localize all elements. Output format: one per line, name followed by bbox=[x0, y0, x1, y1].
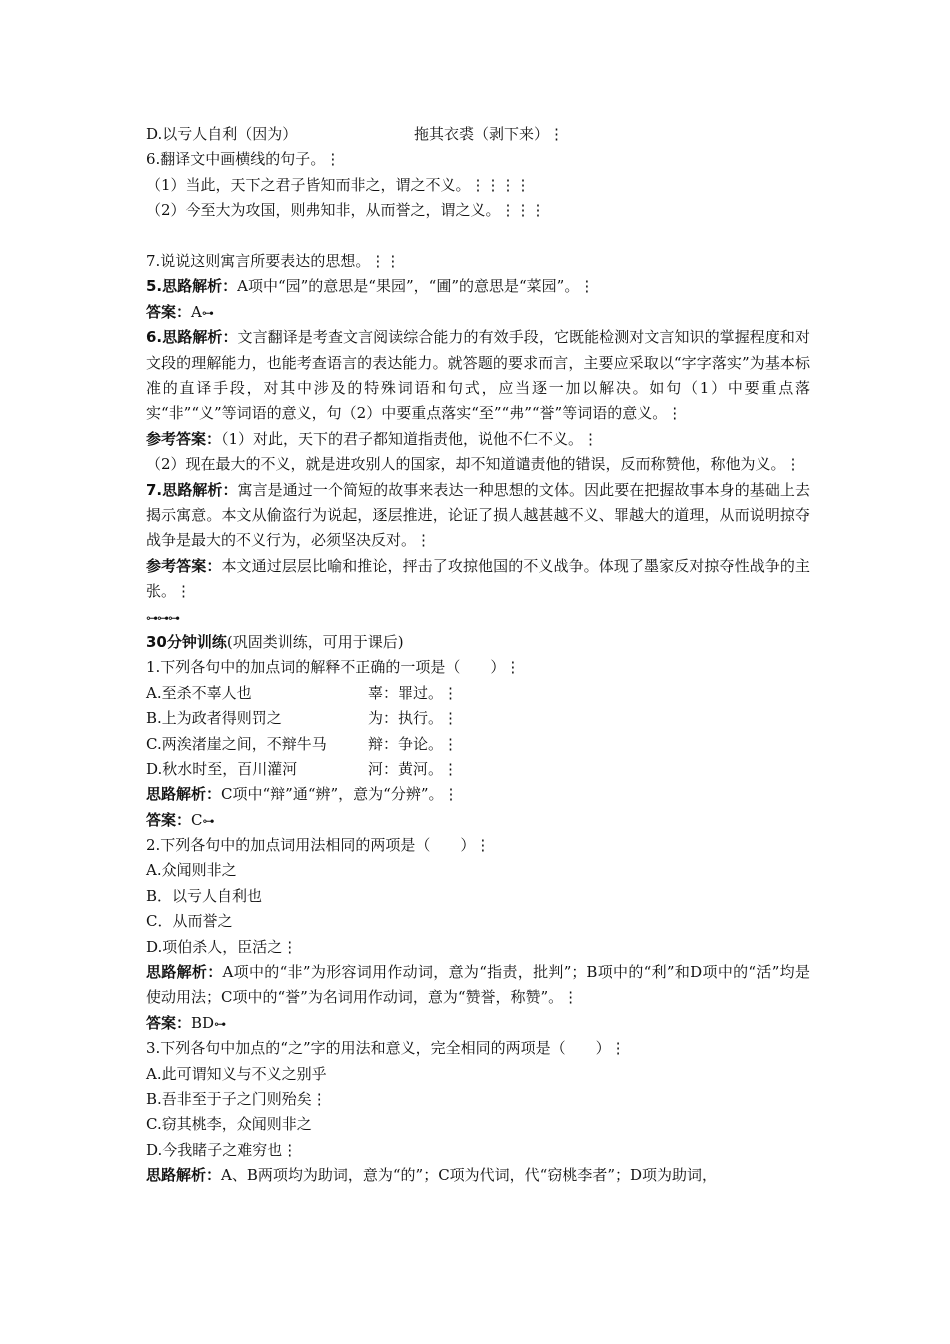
option-left: A.至杀不辜人也 bbox=[146, 683, 252, 702]
option-left: D.秋水时至，百川灌河 bbox=[146, 759, 298, 778]
answer-7-text: 寓言是通过一个简短的故事来表达一种思想的文体。因此要在把握故事本身的基础上去揭示寓意。本文从偷盗行为说起，逐层推进，论证了损人越甚越不义、罪越大的道理，从而说明掠夺战争是最大的不义行为，必须坚决反对。⋮ bbox=[146, 480, 810, 550]
question-1-option-d bbox=[146, 757, 810, 782]
question-1: 1.下列各句中的加点词的解释不正确的一项是（ ）⋮ bbox=[146, 658, 521, 677]
question-2-option-b: B．以亏人自利也 bbox=[146, 886, 263, 905]
answer-6-explanation bbox=[146, 325, 810, 427]
answer-value: BD bbox=[191, 1013, 215, 1032]
question-1-option-b bbox=[146, 706, 810, 731]
answer-6-label: 6.思路解析： bbox=[146, 328, 238, 347]
explanation-label: 思路解析： bbox=[146, 963, 223, 982]
section-divider bbox=[146, 605, 810, 630]
answer-5-ans-label: 答案： bbox=[146, 302, 192, 321]
answer-5-label: 5.思路解析： bbox=[146, 277, 238, 296]
decorative-mark-icon: ⊶ bbox=[201, 305, 213, 320]
answer-7-reference bbox=[146, 554, 810, 605]
answer-5-explanation bbox=[146, 274, 810, 299]
explanation-text: A、B两项均为助词，意为“的”；C项为代词，代“窃桃李者”；D项为助词， bbox=[221, 1166, 718, 1185]
option-d-left: D.以亏人自利（因为） bbox=[146, 125, 298, 143]
explanation-text: C项中“辩”通“辨”，意为“分辨”。⋮ bbox=[221, 785, 459, 804]
answer-7-explanation bbox=[146, 478, 810, 554]
answer-6-text: 文言翻译是考查文言阅读综合能力的有效手段，它既能检测对文言知识的掌握程度和对文段的理解能力，也能考查语言的表达能力。就答题的要求而言，主要应采取以“字字落实”为基本标准的直译手段，对其中涉及的特殊词语和句式，应当逐一加以解决。如句（1）中要重点落实“非”“义”等词语的意义，句（2）中要重点落实“至”“弗”“誉”等词语的意义。⋮ bbox=[146, 328, 810, 423]
section-title bbox=[146, 630, 810, 655]
option-right: 辜：罪过。⋮ bbox=[368, 683, 459, 702]
answer-value: C bbox=[191, 810, 203, 829]
question-2-explanation bbox=[146, 960, 810, 1011]
option-right: 河：黄河。⋮ bbox=[368, 759, 459, 778]
question-1-explanation bbox=[146, 782, 810, 807]
document-page bbox=[146, 122, 810, 1189]
question-3: 3.下列各句中加点的“之”字的用法和意义，完全相同的两项是（ ）⋮ bbox=[146, 1039, 626, 1058]
option-d-right: 拖其衣裘（剥下来）⋮ bbox=[414, 125, 565, 143]
answer-6-ref-1: （1）对此，天下的君子都知道指责他，说他不仁不义。⋮ bbox=[221, 429, 599, 448]
question-6-sentence-2: （2）今至大为攻国，则弗知非，从而誉之，谓之义。⋮⋮⋮ bbox=[146, 201, 546, 220]
answer-5-ans: A bbox=[191, 302, 202, 321]
option-left: C.两涘渚崖之间，不辩牛马 bbox=[146, 734, 327, 753]
question-6-sentence-1: （1）当此，天下之君子皆知而非之，谓之不义。⋮⋮⋮⋮ bbox=[146, 175, 531, 194]
question-2-option-d: D.项伯杀人，臣活之⋮ bbox=[146, 937, 298, 956]
question-2-option-c: C．从而誉之 bbox=[146, 912, 233, 931]
answer-7-ref: 本文通过层层比喻和推论，抨击了攻掠他国的不义战争。体现了墨家反对掠夺性战争的主张。⋮ bbox=[146, 556, 810, 601]
explanation-text: A项中的“非”为形容词用作动词，意为“指责，批判”；B项中的“利”和D项中的“活”均是使动用法；C项中的“誉”为名词用作动词，意为“赞誉，称赞”。⋮ bbox=[146, 963, 810, 1007]
question-3-option-c: C.窃其桃李，众闻则非之 bbox=[146, 1115, 312, 1134]
question-1-option-a bbox=[146, 681, 810, 706]
answer-label: 答案： bbox=[146, 810, 192, 829]
question-6: 6.翻译文中画横线的句子。⋮ bbox=[146, 150, 341, 169]
answer-5 bbox=[146, 300, 810, 325]
question-3-option-a: A.此可谓知义与不义之别乎 bbox=[146, 1064, 327, 1083]
answer-6-reference-1 bbox=[146, 427, 810, 452]
question-3-option-d: D.今我睹子之难穷也⋮ bbox=[146, 1140, 298, 1159]
answer-6-reference-2: （2）现在最大的不义，就是进攻别人的国家，却不知道谴责他的错误，反而称赞他，称他为义。⋮ bbox=[146, 455, 801, 474]
section-title-bold: 30分钟训练 bbox=[146, 632, 227, 651]
question-7: 7.说说这则寓言所要表达的思想。⋮⋮ bbox=[146, 251, 401, 270]
decorative-triple-mark-icon: ⊶⊶⊶ bbox=[146, 610, 179, 625]
explanation-label: 思路解析： bbox=[146, 785, 222, 804]
explanation-label: 思路解析： bbox=[146, 1166, 222, 1185]
option-right: 为：执行。⋮ bbox=[368, 709, 459, 728]
question-3-option-b: B.吾非至于子之门则殆矣⋮ bbox=[146, 1090, 327, 1109]
answer-label: 答案： bbox=[146, 1013, 192, 1032]
answer-6-ref-label: 参考答案： bbox=[146, 429, 222, 448]
question-2-option-a: A.众闻则非之 bbox=[146, 861, 237, 880]
section-title-rest: (巩固类训练，可用于课后) bbox=[226, 632, 404, 651]
answer-5-text: A项中“园”的意思是“果园”，“圃”的意思是“菜园”。⋮ bbox=[237, 277, 595, 296]
question-5-option-d bbox=[146, 122, 810, 147]
option-right: 辩：争论。⋮ bbox=[368, 734, 459, 753]
question-2-answer bbox=[146, 1011, 810, 1036]
answer-7-label: 7.思路解析： bbox=[146, 480, 238, 499]
option-left: B.上为政者得则罚之 bbox=[146, 709, 282, 728]
question-2: 2.下列各句中的加点词用法相同的两项是（ ）⋮ bbox=[146, 836, 491, 855]
question-1-option-c bbox=[146, 732, 810, 757]
answer-7-ref-label: 参考答案： bbox=[146, 556, 222, 575]
decorative-mark-icon: ⊶ bbox=[202, 813, 214, 828]
question-1-answer bbox=[146, 808, 810, 833]
question-3-explanation bbox=[146, 1163, 810, 1188]
decorative-mark-icon: ⊶ bbox=[214, 1016, 226, 1031]
